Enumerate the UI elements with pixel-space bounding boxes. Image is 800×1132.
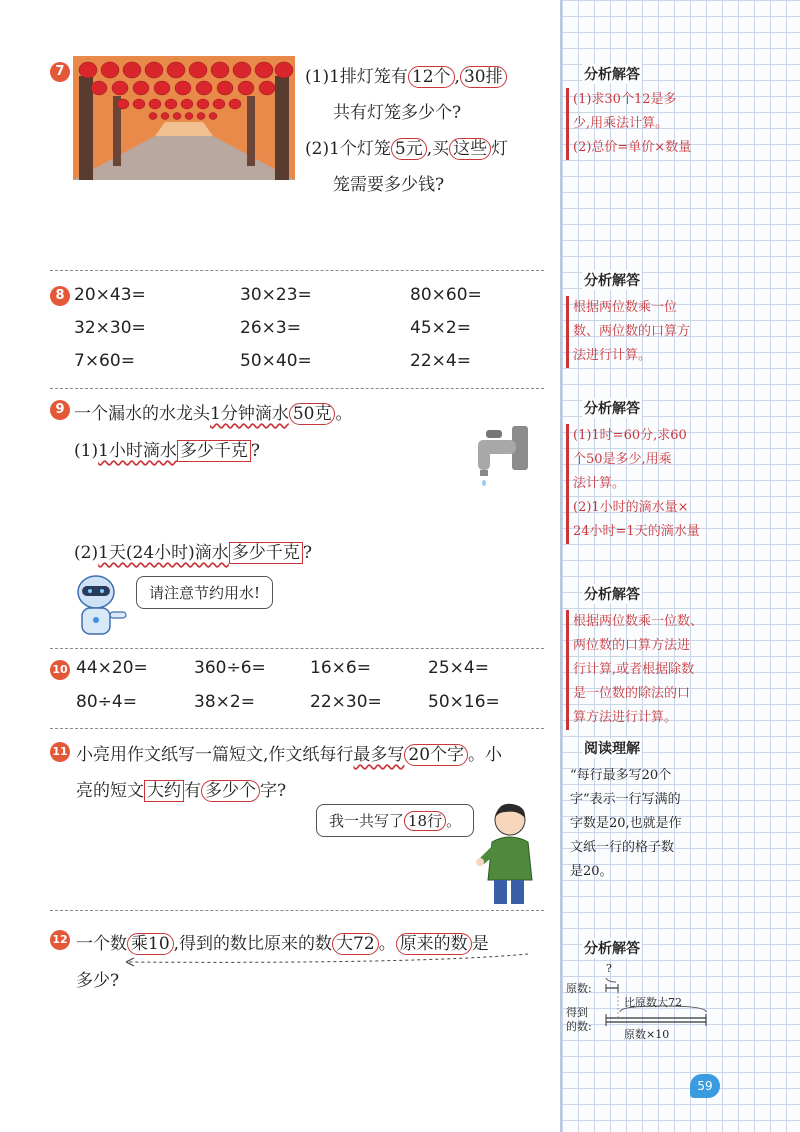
diagram-label-times: 原数×10 [624,1028,670,1041]
divider [50,388,544,389]
analysis-note: 根据两位数乘一位数、 两位数的口算方法进 行计算,或者根据除数 是一位数的除法的口 算方法进行计算。 [566,610,723,730]
q9-part-1: (1)1小时滴水 多少千克 ? [74,441,261,461]
q8-item: 50×40= [240,351,312,371]
diagram-label-result: 的数: [566,1020,592,1033]
analysis-note: (1)1时=60分,求60 个50是多少,用乘 法计算。 (2)1小时的滴水量× 24小时=1天的滴水量 [566,424,723,544]
analysis-heading: 分析解答 [582,398,642,418]
question-9-number: 9 [50,400,70,420]
q7-line-2: 共有灯笼多少个? [333,103,462,123]
q9-stem: 一个漏水的水龙头1分钟滴水 50克 。 [74,404,353,424]
analysis-heading: 分析解答 [582,938,642,958]
question-11-number: 11 [50,742,70,762]
q8-item: 22×4= [410,351,471,371]
q12-line-2: 多少? [76,971,120,991]
boy-illustration [476,798,542,908]
q8-item: 32×30= [74,318,146,338]
q10-item: 38×2= [194,692,255,712]
divider [50,910,544,911]
q12-line-1: 一个数 乘10 ,得到的数比原来的数 大72 。 原来的数 是 [76,934,489,954]
q10-item: 25×4= [428,658,489,678]
analysis-note: (1)求30个12是多 少,用乘法计算。 (2)总价=单价×数量 [566,88,723,160]
diagram-question-mark: ? [606,962,612,975]
q8-item: 30×23= [240,285,312,305]
analysis-note: 根据两位数乘一位 数、两位数的口算方 法进行计算。 [566,296,723,368]
q8-item: 7×60= [74,351,135,371]
analysis-heading: 分析解答 [582,584,642,604]
analysis-heading: 分析解答 [582,64,642,84]
q10-item: 44×20= [76,658,148,678]
question-7-number: 7 [50,62,70,82]
divider [50,728,544,729]
q10-item: 80÷4= [76,692,137,712]
divider [50,270,544,271]
divider [50,648,544,649]
page-number: 59 [690,1074,720,1098]
q8-item: 80×60= [410,285,482,305]
q7-line-3: (2)1个灯笼 5元 ,买 这些 灯 [305,139,509,159]
q10-item: 22×30= [310,692,382,712]
q11-line-2: 亮的短文 大约 有 多少个 字? [76,781,287,801]
line-segment-diagram [566,962,716,1046]
robot-icon [70,572,132,638]
q8-item: 45×2= [410,318,471,338]
q12-link-arrow [118,950,538,970]
q8-item: 26×3= [240,318,301,338]
q10-item: 16×6= [310,658,371,678]
q10-item: 360÷6= [194,658,266,678]
q7-line-4: 笼需要多少钱? [333,175,445,195]
analysis-heading: 分析解答 [582,270,642,290]
q8-item: 20×43= [74,285,146,305]
speech-bubble: 我一共写了 18行 。 [316,804,474,837]
diagram-label-result: 得到 [566,1006,588,1019]
question-12-number: 12 [50,930,70,950]
q10-item: 50×16= [428,692,500,712]
q9-part-2: (2)1天(24小时)滴水 多少千克 ? [74,543,312,563]
q7-line-1: (1)1排灯笼有 12个 , 30排 [305,62,507,87]
faucet-icon [460,418,532,490]
lantern-illustration [73,56,295,180]
reading-heading: 阅读理解 [582,738,642,758]
diagram-label-original: 原数: [566,982,592,995]
question-8-number: 8 [50,286,70,306]
question-10-number: 10 [50,660,70,680]
diagram-label-more: 比原数大72 [624,996,682,1009]
reading-note: “每行最多写20个 字”表示一行写满的 字数是20,也就是作 文纸一行的格子数 是20。 [570,768,682,879]
speech-bubble: 请注意节约用水! [136,576,273,609]
q11-line-1: 小亮用作文纸写一篇短文,作文纸每行最多写 20个字 。小 [76,745,503,765]
